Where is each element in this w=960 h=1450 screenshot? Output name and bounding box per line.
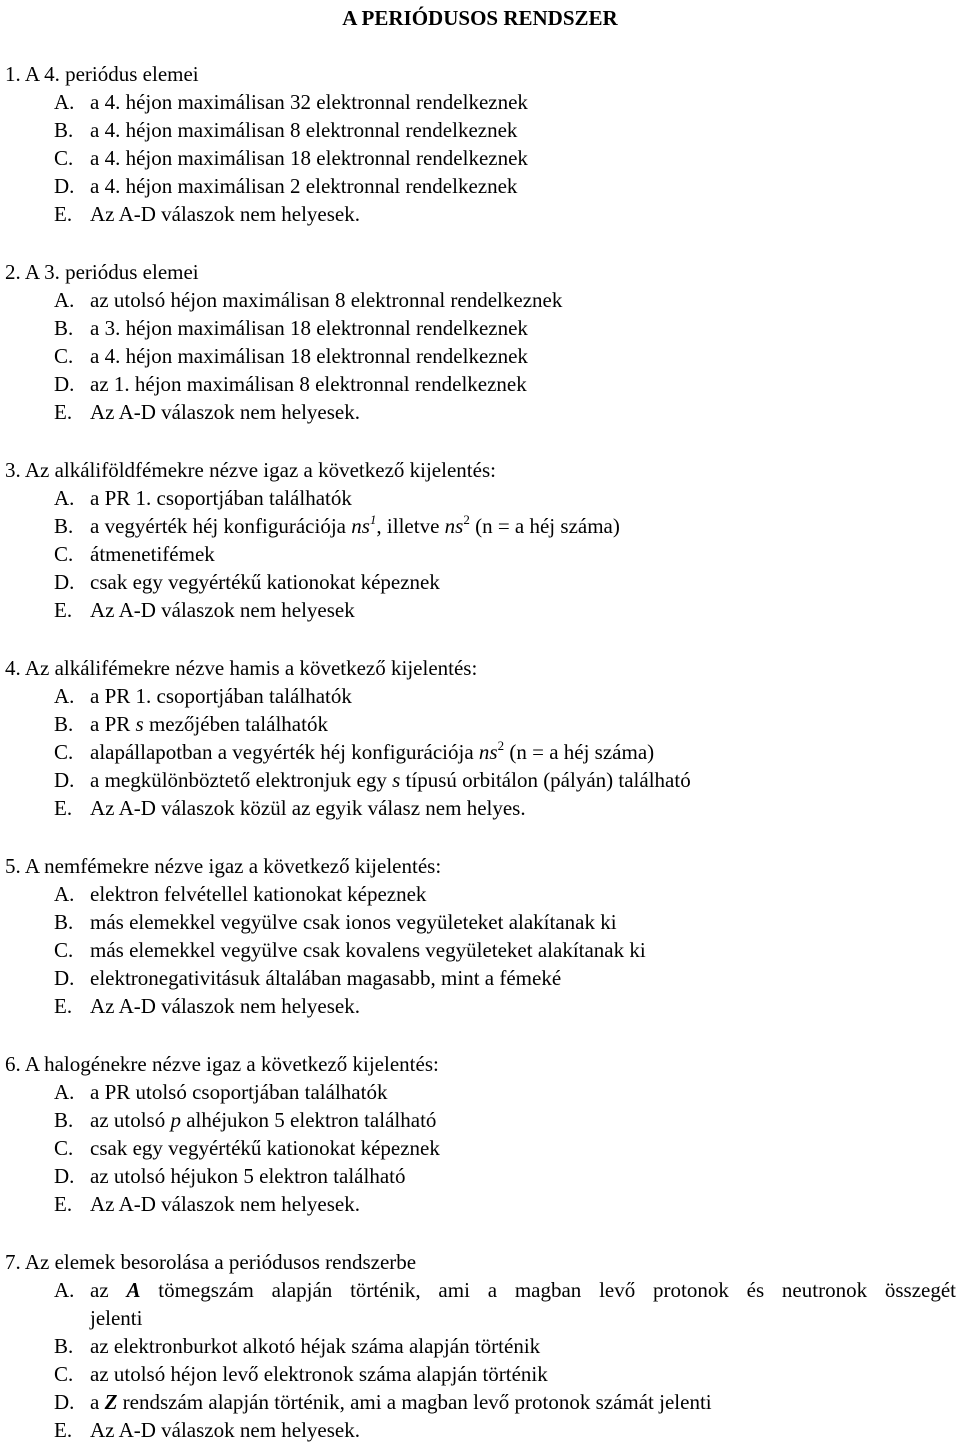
option-letter: C. [54, 1362, 74, 1386]
option-letter: D. [54, 1390, 75, 1414]
option-2e [0, 398, 960, 426]
question-5-stem: 5. A nemfémekre nézve igaz a következő kijelentés: [5, 854, 442, 878]
option-text: a PR 1. csoportjában találhatók [90, 486, 352, 510]
option-1e [0, 200, 960, 228]
question-6-stem: 6. A halogénekre nézve igaz a következő kijelentés: [5, 1052, 439, 1076]
option-letter: B. [54, 712, 74, 736]
option-text: a 4. héjon maximálisan 2 elektronnal rendelkeznek [90, 174, 518, 198]
option-1b [0, 116, 960, 144]
option-1c [0, 144, 960, 172]
option-text: átmenetifémek [90, 542, 215, 566]
option-letter: B. [54, 316, 74, 340]
option-text: az elektronburkot alkotó héjak száma alapján történik [90, 1334, 541, 1358]
option-text: az 1. héjon maximálisan 8 elektronnal rendelkeznek [90, 372, 527, 396]
option-text: Az A-D válaszok nem helyesek. [90, 1192, 360, 1216]
option-text: csak egy vegyértékű kationokat képeznek [90, 570, 440, 594]
option-1a [0, 88, 960, 116]
option-letter: A. [54, 486, 75, 510]
option-text-continuation: jelenti [90, 1306, 143, 1330]
option-letter: D. [54, 966, 75, 990]
page-title: A PERIÓDUSOS RENDSZER [342, 6, 618, 30]
option-letter: C. [54, 1136, 74, 1160]
option-text: a 3. héjon maximálisan 18 elektronnal rendelkeznek [90, 316, 528, 340]
option-3b [0, 512, 960, 540]
option-4e [0, 794, 960, 822]
option-text: elektronegativitásuk általában magasabb, mint a fémeké [90, 966, 562, 990]
option-letter: A. [54, 288, 75, 312]
option-letter: D. [54, 372, 75, 396]
option-text: Az A-D válaszok közül az egyik válasz nem helyes. [90, 796, 526, 820]
option-text: más elemekkel vegyülve csak ionos vegyületeket alakítanak ki [90, 910, 617, 934]
option-text: a PR utolsó csoportjában találhatók [90, 1080, 388, 1104]
option-letter: E. [54, 994, 73, 1018]
option-4d [0, 766, 960, 794]
option-4b [0, 710, 960, 738]
option-3c [0, 540, 960, 568]
option-letter: B. [54, 1334, 74, 1358]
option-6e [0, 1190, 960, 1218]
option-letter: D. [54, 768, 75, 792]
option-text: Az A-D válaszok nem helyesek. [90, 994, 360, 1018]
option-1d [0, 172, 960, 200]
question-1-stem: 1. A 4. periódus elemei [5, 62, 199, 86]
option-letter: C. [54, 542, 74, 566]
option-letter: D. [54, 174, 75, 198]
option-5a [0, 880, 960, 908]
option-text: alapállapotban a vegyérték héj konfigurációja $ns^2$ (n = a héj száma) [90, 738, 655, 764]
option-letter: A. [54, 1278, 75, 1302]
option-letter: A. [54, 882, 75, 906]
option-text: az A tömegszám alapján történik, ami a magban levő protonok és neutronok összegét [90, 1278, 956, 1302]
option-letter: C. [54, 146, 74, 170]
option-7c [0, 1360, 960, 1388]
option-text: az utolsó héjukon 5 elektron található [90, 1164, 406, 1188]
option-letter: B. [54, 1108, 74, 1132]
option-text: csak egy vegyértékű kationokat képeznek [90, 1136, 440, 1160]
option-letter: C. [54, 344, 74, 368]
option-letter: E. [54, 598, 73, 622]
option-text: a 4. héjon maximálisan 18 elektronnal rendelkeznek [90, 146, 528, 170]
option-letter: E. [54, 796, 73, 820]
option-5c [0, 936, 960, 964]
option-text: más elemekkel vegyülve csak kovalens vegyületeket alakítanak ki [90, 938, 646, 962]
option-5b [0, 908, 960, 936]
option-3a [0, 484, 960, 512]
option-2c [0, 342, 960, 370]
option-text: a 4. héjon maximálisan 18 elektronnal rendelkeznek [90, 344, 528, 368]
option-2a [0, 286, 960, 314]
option-text: Az A-D válaszok nem helyesek. [90, 400, 360, 424]
option-text: Az A-D válaszok nem helyesek. [90, 202, 360, 226]
option-letter: E. [54, 202, 73, 226]
question-2-stem: 2. A 3. periódus elemei [5, 260, 199, 284]
option-7b [0, 1332, 960, 1360]
option-letter: A. [54, 684, 75, 708]
option-2d [0, 370, 960, 398]
option-letter: B. [54, 514, 74, 538]
option-3e [0, 596, 960, 624]
option-7a-continued [0, 1304, 960, 1332]
option-text: a 4. héjon maximálisan 32 elektronnal rendelkeznek [90, 90, 528, 114]
option-text: a PR 1. csoportjában találhatók [90, 684, 352, 708]
option-text: a 4. héjon maximálisan 8 elektronnal rendelkeznek [90, 118, 518, 142]
question-4-stem: 4. Az alkálifémekre nézve hamis a következő kijelentés: [5, 656, 478, 680]
option-text: a megkülönböztető elektronjuk egy s típusú orbitálon (pályán) található [90, 768, 691, 792]
option-6c [0, 1134, 960, 1162]
option-text: a vegyérték héj konfigurációja $ns^1$, illetve $ns^2$ (n = a héj száma) [90, 512, 620, 538]
option-letter: D. [54, 1164, 75, 1188]
option-text: az utolsó héjon maximálisan 8 elektronnal rendelkeznek [90, 288, 563, 312]
option-7e [0, 1416, 960, 1444]
option-text: Az A-D válaszok nem helyesek. [90, 1418, 360, 1442]
option-letter: E. [54, 1192, 73, 1216]
option-letter: E. [54, 400, 73, 424]
option-letter: C. [54, 740, 74, 764]
option-5d [0, 964, 960, 992]
option-text: elektron felvétellel kationokat képeznek [90, 882, 427, 906]
option-5e [0, 992, 960, 1020]
option-text: a Z rendszám alapján történik, ami a magban levő protonok számát jelenti [90, 1390, 712, 1414]
option-7a [0, 1276, 960, 1304]
option-letter: D. [54, 570, 75, 594]
option-text: Az A-D válaszok nem helyesek [90, 598, 355, 622]
option-letter: A. [54, 1080, 75, 1104]
option-letter: B. [54, 118, 74, 142]
option-7d [0, 1388, 960, 1416]
option-4c [0, 738, 960, 766]
option-2b [0, 314, 960, 342]
option-4a [0, 682, 960, 710]
question-3-stem: 3. Az alkáliföldfémekre nézve igaz a következő kijelentés: [5, 458, 496, 482]
option-3d [0, 568, 960, 596]
option-6d [0, 1162, 960, 1190]
option-letter: A. [54, 90, 75, 114]
question-7-stem: 7. Az elemek besorolása a periódusos rendszerbe [5, 1250, 417, 1274]
option-6a [0, 1078, 960, 1106]
option-6b [0, 1106, 960, 1134]
option-text: az utolsó p alhéjukon 5 elektron található [90, 1108, 437, 1132]
option-letter: C. [54, 938, 74, 962]
option-letter: B. [54, 910, 74, 934]
option-letter: E. [54, 1418, 73, 1442]
option-text: az utolsó héjon levő elektronok száma alapján történik [90, 1362, 548, 1386]
option-text: a PR s mezőjében találhatók [90, 712, 328, 736]
